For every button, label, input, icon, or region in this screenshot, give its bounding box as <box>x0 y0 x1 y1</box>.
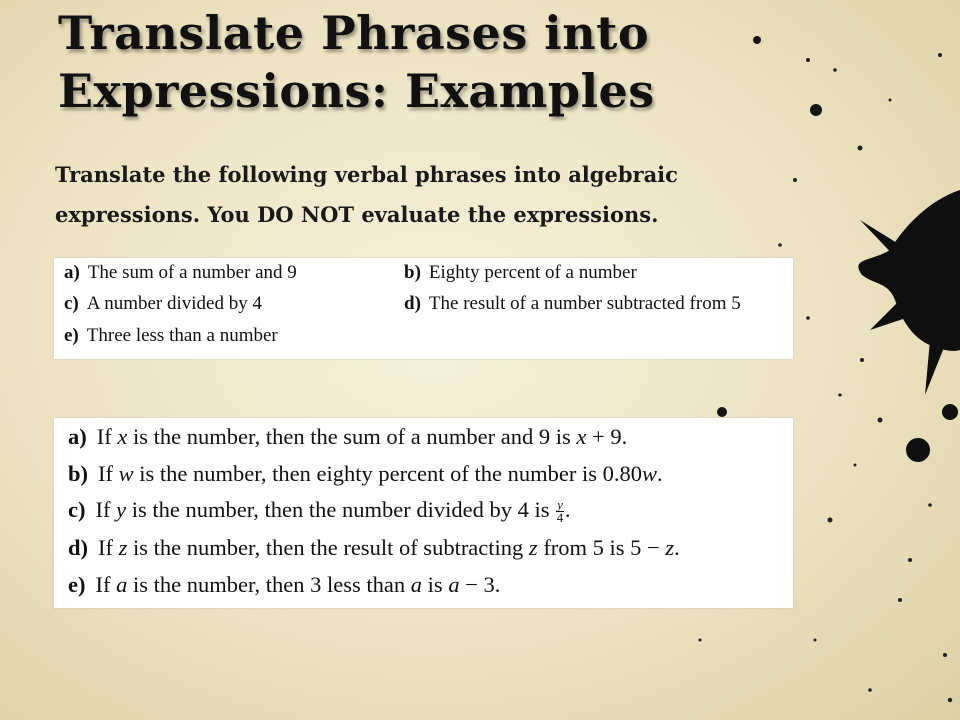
answers-box <box>54 418 793 608</box>
answer-text: − 3. <box>459 572 501 597</box>
answer-letter: e) <box>68 572 86 597</box>
answer-letter: b) <box>68 461 89 486</box>
answer-variable: x <box>117 424 128 449</box>
phrase-text: The result of a number subtracted from 5 <box>428 293 741 314</box>
slide-title-line-2: Expressions: Examples <box>58 64 655 118</box>
phrase-letter: b) <box>404 262 421 283</box>
answer-variable: z <box>528 535 538 560</box>
phrase-d <box>404 293 741 315</box>
answer-c <box>68 497 571 524</box>
fraction-denominator: 4 <box>556 510 564 526</box>
answer-variable: w <box>642 461 658 486</box>
answer-text: . <box>564 497 571 522</box>
answer-e <box>68 572 500 598</box>
answer-text: is the number, then the sum of a number and 9 is <box>127 424 577 449</box>
answer-text: If <box>98 535 119 560</box>
answer-variable: y <box>116 497 127 522</box>
phrase-b <box>404 262 637 284</box>
answer-variable: a <box>410 572 423 597</box>
phrase-c <box>64 293 262 315</box>
answer-variable: z <box>118 535 128 560</box>
phrases-box <box>54 258 793 359</box>
answer-text: + 9. <box>586 424 628 449</box>
answer-number: 0.80 <box>602 461 643 486</box>
answer-text: . <box>657 461 663 486</box>
answer-letter: c) <box>68 497 86 522</box>
answer-text: is the number, then the result of subtracting <box>127 535 529 560</box>
fraction <box>556 499 564 524</box>
answer-text: . <box>674 535 680 560</box>
answer-a <box>68 424 627 450</box>
phrase-letter: c) <box>64 293 79 314</box>
instructions <box>55 155 795 235</box>
answer-variable: w <box>118 461 134 486</box>
answer-text: is the number, then the number divided by 4 is <box>126 497 556 522</box>
instructions-line-1: Translate the following verbal phrases into algebraic <box>55 162 678 187</box>
answer-text: If <box>95 497 117 522</box>
phrase-e <box>64 325 278 347</box>
answer-text: If <box>98 461 119 486</box>
fraction-numerator: y <box>557 497 563 513</box>
phrase-a <box>64 262 297 284</box>
answer-text: is <box>422 572 449 597</box>
phrase-text: Three less than a number <box>86 325 278 346</box>
slide-title-line-1: Translate Phrases into <box>58 6 650 60</box>
answer-text: is the number, then 3 less than <box>127 572 411 597</box>
answer-d <box>68 535 680 561</box>
answer-variable: a <box>116 572 128 597</box>
answer-text: If <box>95 572 117 597</box>
answer-variable: z <box>665 535 675 560</box>
answer-variable: x <box>576 424 587 449</box>
phrase-text: A number divided by 4 <box>86 293 262 314</box>
answer-variable: a <box>448 572 460 597</box>
answer-letter: d) <box>68 535 89 560</box>
phrase-text: Eighty percent of a number <box>428 262 637 283</box>
instructions-line-2: expressions. You DO NOT evaluate the expressions. <box>55 202 659 227</box>
answer-text: is the number, then eighty percent of the number is <box>133 461 603 486</box>
answer-text: from 5 is 5 − <box>537 535 666 560</box>
phrase-letter: d) <box>404 293 421 314</box>
phrase-text: The sum of a number and 9 <box>87 262 297 283</box>
answer-b <box>68 461 663 487</box>
answer-letter: a) <box>68 424 87 449</box>
slide-title <box>58 4 778 120</box>
answer-text: If <box>96 424 118 449</box>
phrase-letter: a) <box>64 262 80 283</box>
phrase-letter: e) <box>64 325 79 346</box>
